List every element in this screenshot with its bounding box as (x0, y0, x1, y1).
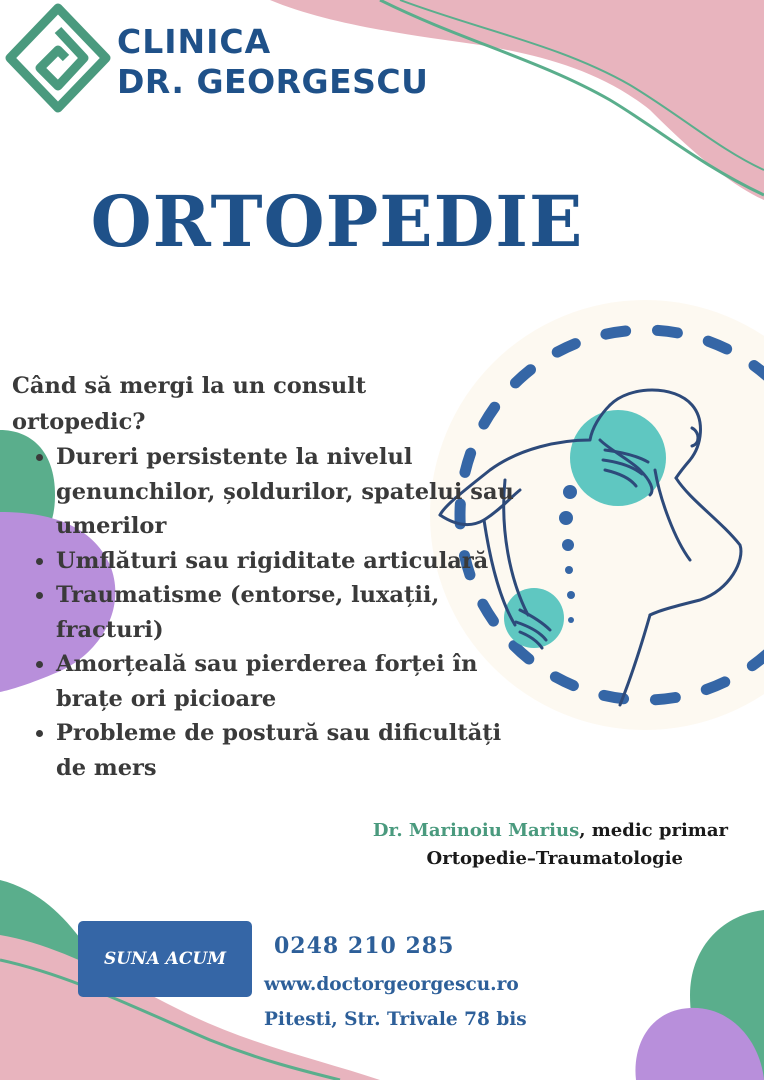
list-item: • Dureri persistente la nivelul genunchilor, șoldurilor, spatelui sau umerilor (56, 440, 526, 544)
website-link[interactable]: www.doctorgeorgescu.ro (264, 974, 519, 995)
address-text: Pitesti, Str. Trivale 78 bis (264, 1009, 527, 1030)
list-item: • Probleme de postură sau dificultăți de mers (56, 716, 526, 785)
doctor-title: , medic primar (579, 820, 728, 841)
spine-dots (559, 485, 577, 623)
brand-name-line2: DR. GEORGESCU (117, 62, 429, 101)
page-title: ORTOPEDIE (90, 180, 584, 263)
doctor-name: Dr. Marinoiu Marius (372, 820, 580, 841)
list-item: • Umflături sau rigiditate articulară (56, 544, 526, 579)
brand-name-line1: CLINICA (117, 22, 272, 61)
list-item: • Amorțeală sau pierderea forței în brațe ori picioare (56, 647, 526, 716)
doctor-specialty: Ortopedie–Traumatologie (426, 848, 683, 869)
phone-number[interactable]: 0248 210 285 (274, 933, 455, 959)
doctor-info (373, 817, 728, 873)
intro-question: Când să mergi la un consult ortopedic? (12, 373, 367, 435)
list-item: • Traumatisme (entorse, luxații, fracturi) (56, 578, 526, 647)
symptom-list (20, 440, 526, 785)
call-now-button[interactable]: SUNA ACUM (78, 921, 252, 997)
